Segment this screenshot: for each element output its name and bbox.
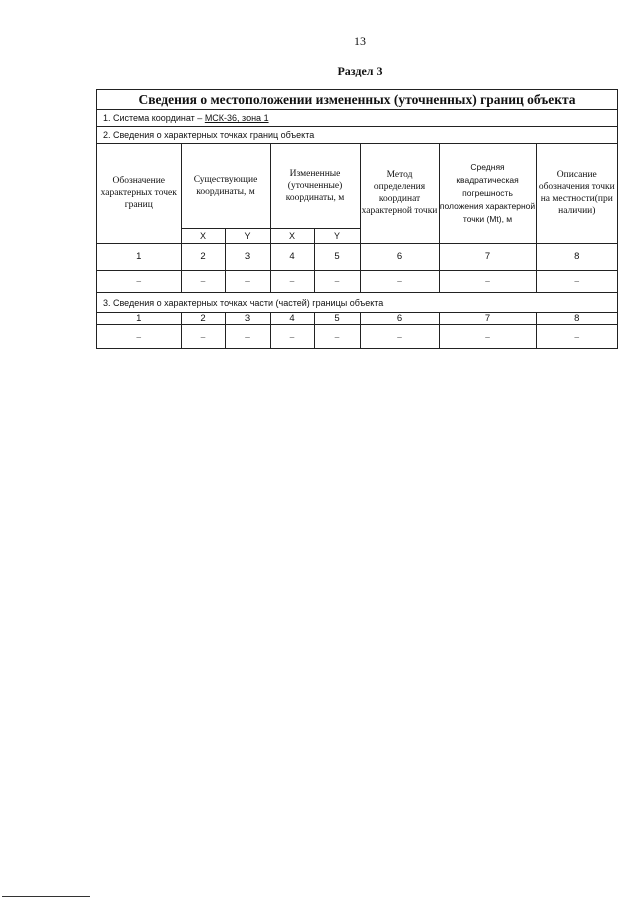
table-cell: –: [225, 325, 270, 349]
column-number: 1: [97, 313, 181, 325]
table-cell: –: [97, 325, 181, 349]
table-cell: –: [314, 270, 360, 292]
table-row: [97, 270, 617, 292]
table-cell: –: [536, 325, 617, 349]
table-cell: –: [97, 270, 181, 292]
header-method: Метод определения координат характерной точки: [360, 144, 439, 243]
table-cell: –: [439, 325, 536, 349]
column-number: 3: [225, 243, 270, 270]
table-cell: –: [536, 270, 617, 292]
table-cell: –: [270, 325, 314, 349]
column-number: 6: [360, 313, 439, 325]
header-description: Описание обозначения точки на местности(при наличии): [536, 144, 617, 243]
header-existing-x: X: [181, 228, 225, 243]
column-number: 5: [314, 243, 360, 270]
column-number: 2: [181, 313, 225, 325]
table-cell: –: [181, 270, 225, 292]
column-number: 4: [270, 313, 314, 325]
footnote-divider: [2, 896, 90, 897]
column-number: 5: [314, 313, 360, 325]
coord-system-row: [97, 110, 617, 127]
column-number: 6: [360, 243, 439, 270]
table-cell: –: [360, 325, 439, 349]
section3-title: 3. Сведения о характерных точках части (частей) границы объекта: [97, 293, 617, 313]
table-cell: –: [181, 325, 225, 349]
part-points-table: [97, 313, 617, 350]
header-point-designation: Обозначение характерных точек границ: [97, 144, 181, 243]
table-cell: –: [270, 270, 314, 292]
section-title: Раздел 3: [337, 64, 383, 78]
header-existing-coords: Существующие координаты, м: [181, 144, 270, 228]
header-existing-y: Y: [225, 228, 270, 243]
header-accuracy: Средняя квадратическая погрешность положения характерной точки (Mt), м: [439, 144, 536, 243]
column-number: 3: [225, 313, 270, 325]
section2-title: 2. Сведения о характерных точках границ объекта: [97, 127, 617, 144]
column-number: 2: [181, 243, 225, 270]
column-number: 1: [97, 243, 181, 270]
column-number-row: [97, 313, 617, 325]
boundary-table: [96, 89, 618, 349]
coord-system-value: МСК-36, зона 1: [204, 113, 269, 123]
column-number: 7: [439, 313, 536, 325]
column-number: 7: [439, 243, 536, 270]
header-changed-y: Y: [314, 228, 360, 243]
page-number: 13: [354, 34, 366, 48]
table-cell: –: [360, 270, 439, 292]
points-table: [97, 144, 617, 293]
coord-system-prefix: 1. Система координат –: [103, 113, 203, 123]
table-cell: –: [439, 270, 536, 292]
table-cell: –: [225, 270, 270, 292]
header-changed-coords: Измененные (уточненные) координаты, м: [270, 144, 360, 228]
table-row: [97, 325, 617, 349]
column-number-row: [97, 243, 617, 270]
column-number: 4: [270, 243, 314, 270]
column-number: 8: [536, 243, 617, 270]
table-cell: –: [314, 325, 360, 349]
table-title: Сведения о местоположении измененных (уточненных) границ объекта: [97, 90, 617, 110]
header-changed-x: X: [270, 228, 314, 243]
column-number: 8: [536, 313, 617, 325]
